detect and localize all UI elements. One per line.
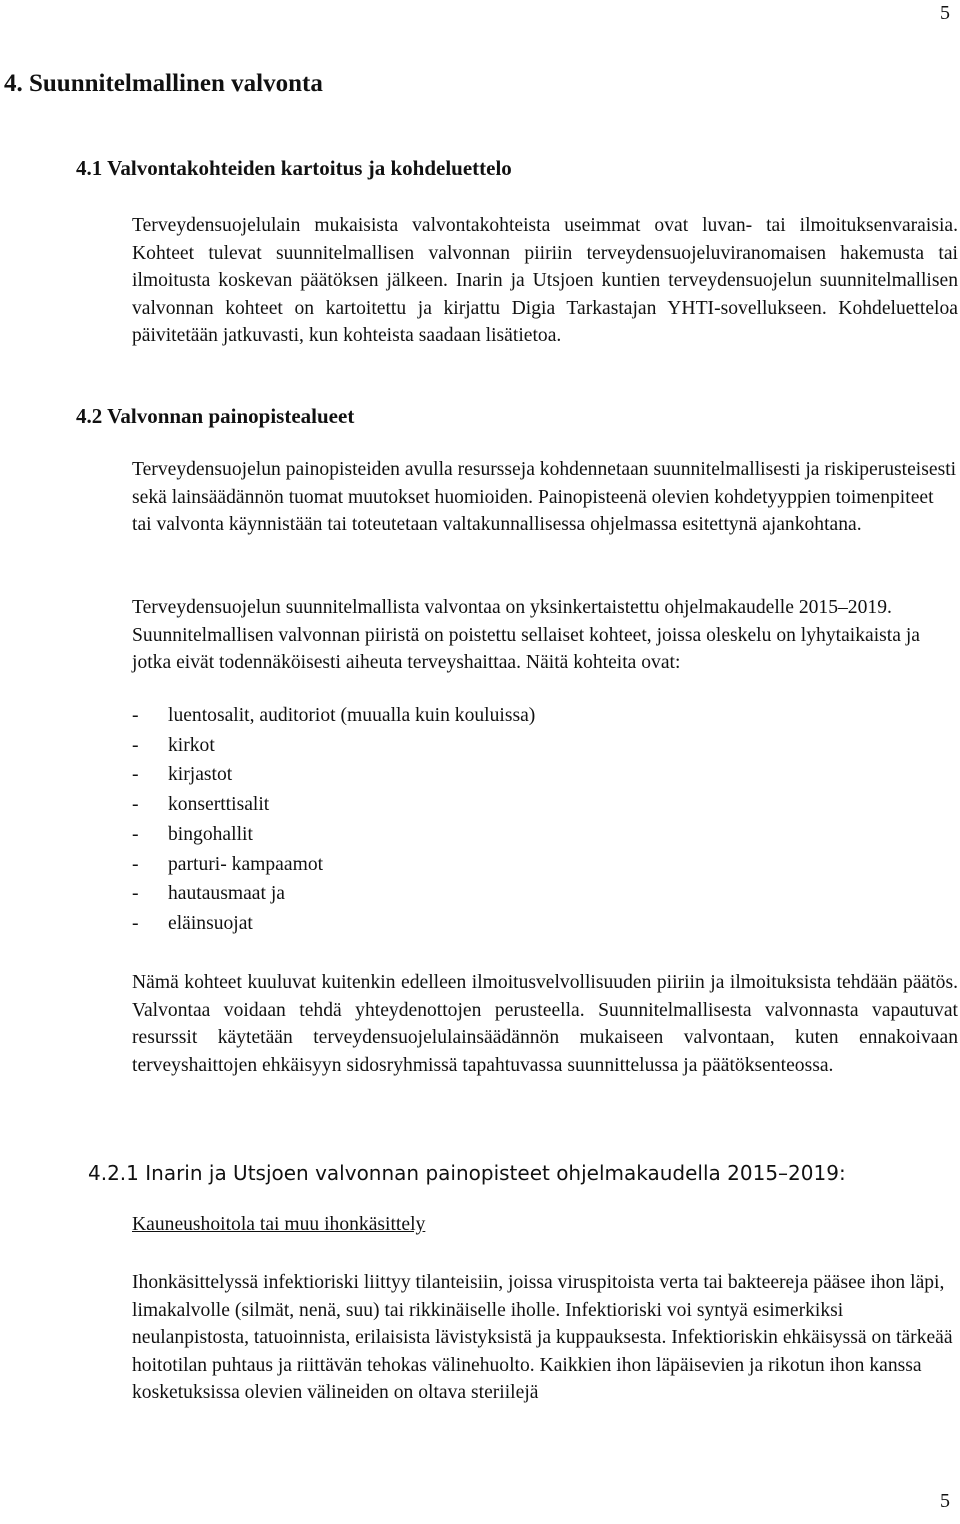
page-number-bottom: 5 xyxy=(940,1490,950,1512)
subsection-title-4-1: 4.1 Valvontakohteiden kartoitus ja kohdeluettelo xyxy=(76,156,512,180)
paragraph-ilmoitusvelvollisuus: Nämä kohteet kuuluvat kuitenkin edelleen ilmoitusvelvollisuuden piiriin ja ilmoituksista tehdään päätös. Valvontaa voidaan tehdä yhteydenottojen perusteella. Suunnitelmallisesta valvonnasta vapautuvat resurssit käytetään terveydensuojelulainsäädännön mukaiseen valvontaan, kuten ennakoivaan terveyshaittojen ehkäisyyn sidosryhmissä tapahtuvassa suunnittelussa ja päätöksenteossa. xyxy=(132,972,958,1076)
paragraph-yksinkertaistettu: Terveydensuojelun suunnitelmallista valvontaa on yksinkertaistettu ohjelmakaudelle 2015–2019. Suunnitelmallisen valvonnan piiristä on poistettu sellaiset kohteet, joissa oleskelu on lyhytaikaista ja jotka eivät todennäköisesti aiheuta terveyshaittaa. Näitä kohteita ovat: xyxy=(132,597,920,673)
section-title: 4. Suunnitelmallinen valvonta xyxy=(4,70,323,97)
list-item: - bingohallit xyxy=(132,820,535,850)
list-item: - luentosalit, auditoriot (muualla kuin kouluissa) xyxy=(132,701,535,731)
paragraph-kartoitus: Terveydensuojelulain mukaisista valvontakohteista useimmat ovat luvan- tai ilmoituksenvaraisia. Kohteet tulevat suunnitelmallisen valvonnan piiriin terveydensuojeluviranomaisen hakemusta tai ilmoitusta koskevan päätöksen jälkeen. Inarin ja Utsjoen kuntien terveydensuojelun suunnitelmallisen valvonnan kohteet on kartoitettu ja kirjattu Digia Tarkastajan YHTI-sovellukseen. Kohdeluetteloa päivitetään jatkuvasti, kun kohteista saadaan lisätietoa. xyxy=(132,215,958,346)
list-item: - kirkot xyxy=(132,731,535,761)
list-item: - hautausmaat ja xyxy=(132,879,535,909)
page-number-top: 5 xyxy=(940,2,950,24)
paragraph-ihonkasittely: Ihonkäsittelyssä infektioriski liittyy tilanteisiin, joissa viruspitoista verta tai bakteereja pääsee ihon läpi, limakalvolle (silmät, nenä, suu) tai rikkinäiselle iholle. Infektioriski voi syntyä esimerkiksi neulanpistosta, tatuoinnista, erilaisista lävistyksistä ja kuppauksesta. Infektioriskin ehkäisyssä on tärkeää hoitotilan puhtaus ja riittävän tehokas välinehuolto. Kaikkien ihon läpäisevien ja rikotun ihon kanssa kosketuksissa olevien välineiden on oltava steriilejä xyxy=(132,1272,953,1403)
subsection-title-4-2-1: 4.2.1 Inarin ja Utsjoen valvonnan painopisteet ohjelmakaudella 2015–2019: xyxy=(88,1161,846,1185)
list-item: - eläinsuojat xyxy=(132,909,535,939)
list-item: - konserttisalit xyxy=(132,790,535,820)
paragraph-painopisteet: Terveydensuojelun painopisteiden avulla resursseja kohdennetaan suunnitelmallisesti ja riskiperusteisesti sekä lainsäädännön tuomat muutokset huomioiden. Painopisteenä olevien kohdetyyppien toimenpiteet tai valvonta käynnistään tai toteutetaan valtakunnallisessa ohjelmassa esitettynä ajankohtana. xyxy=(132,459,957,535)
list-item: - parturi- kampaamot xyxy=(132,850,535,880)
list-item: - kirjastot xyxy=(132,760,535,790)
underlined-heading: Kauneushoitola tai muu ihonkäsittely xyxy=(132,1214,426,1235)
subsection-title-4-2: 4.2 Valvonnan painopistealueet xyxy=(76,404,355,428)
excluded-sites-list xyxy=(132,701,535,939)
